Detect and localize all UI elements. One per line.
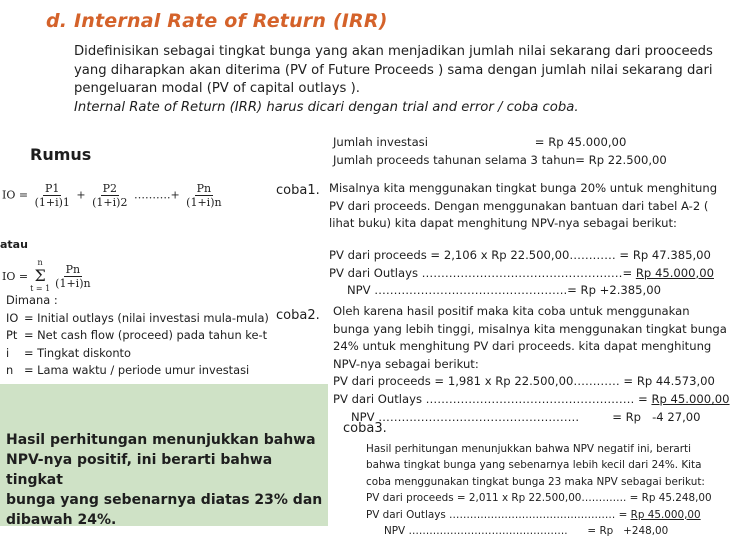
formula-term: $\frac{Pn}{(1+i)n}$ (55, 262, 91, 290)
definitions-header: Dimana : (6, 293, 58, 307)
rumus-label: Rumus (30, 145, 92, 164)
formula-lhs: IO = (2, 188, 29, 202)
intro-line: pengeluaran modal (PV of capital outlays ). (74, 81, 360, 96)
irr-formula-summation (2, 258, 94, 294)
conclusion-box (0, 384, 328, 526)
formula-lhs: IO = (2, 269, 29, 283)
atau-label: atau (0, 238, 28, 251)
coba1-text: Misalnya kita menggunakan tingkat bunga 20% untuk menghitung PV dari proceeds. Dengan menggunakan bantuan dari tabel A-2 ( lihat buku) kita dapat menghitung NPV-nya sebagai berikut: (329, 181, 718, 231)
investment-summary: Jumlah investasi = Rp 45.000,00 Jumlah proceeds tahunan selama 3 tahun= Rp 22.500,00 (333, 135, 667, 167)
sigma-symbol: Σ (34, 266, 46, 285)
formula-term-1: $\frac{P1}{(1+i)1}$ (34, 182, 70, 209)
intro-line: Internal Rate of Return (IRR) harus dicari dengan trial and error / coba coba. (74, 99, 579, 115)
intro-line: yang diharapkan akan diterima (PV of Future Proceeds ) sama dengan jumlah nilai sekarang dari (74, 62, 713, 78)
coba3-text: Hasil perhitungan menunjukkan bahwa NPV negatif ini, berarti bahwa tingkat bunga yang sebenarnya lebih kecil dari 24%. Kita coba menggunakan tingkat bunga 23 maka NPV sebagai berikut: PV dari proceeds = 2,011 x Rp 22.500,00…………. = Rp 45.248,00 PV dari Outlays ………………………………………… = Rp 45.000,00 NPV ………………………………………. = Rp +248,00 (366, 443, 712, 538)
sigma-group: n Σ t = 1 (30, 258, 51, 293)
definitions-list (6, 292, 269, 380)
formula-dots: ……….+ (133, 188, 180, 202)
intro-paragraph (74, 43, 714, 117)
formula-term-n: $\frac{Pn}{(1+i)n}$ (186, 182, 222, 209)
formula-plus: + (76, 188, 86, 202)
coba1-calculation: PV dari proceeds = 2,106 x Rp 22.500,00………… = Rp 47.385,00 PV dari Outlays ………………………………………….…= Rp 45.000,00 NPV …………………………………………..= Rp +2.385,00 (329, 248, 714, 298)
definition-item: Pt = Net cash flow (proceed) pada tahun ke-t (6, 328, 268, 342)
definition-item: n = Lama waktu / periode umur investasi (6, 363, 250, 377)
definition-item: IO = Initial outlays (nilai investasi mula-mula) (6, 310, 269, 325)
coba3-label: coba3. (343, 421, 387, 436)
coba2-label: coba2. (276, 308, 320, 323)
page-title: d. Internal Rate of Return (IRR) (46, 10, 388, 32)
irr-formula-expanded (2, 182, 225, 209)
conclusion-text: Hasil perhitungan menunjukkan bahwa NPV-nya positif, ini berarti bahwa tingkat bunga yang sebenarnya diatas 23% dan dibawah 24%. (6, 432, 323, 528)
formula-term-2: $\frac{P2}{(1+i)2}$ (92, 182, 128, 209)
coba2-text: Oleh karena hasil positif maka kita coba untuk menggunakan bunga yang lebih tinggi, misalnya kita menggunakan tingkat bunga 24% untuk menghitung PV dari proceeds. kita dapat menghitung NPV-nya sebagai berikut: PV dari proceeds = 1,981 x Rp 22.500,00………… = Rp 44.573,00 PV dari Outlays ……………………………………………… = Rp 45.000,00 NPV ……………………………………………. = Rp -4 27,00 (333, 304, 730, 424)
definition-item: i = Tingkat diskonto (6, 345, 131, 360)
coba1-label: coba1. (276, 183, 320, 198)
intro-line: Didefinisikan sebagai tingkat bunga yang akan menjadikan jumlah nilai sekarang dari prooceeds (74, 44, 713, 59)
